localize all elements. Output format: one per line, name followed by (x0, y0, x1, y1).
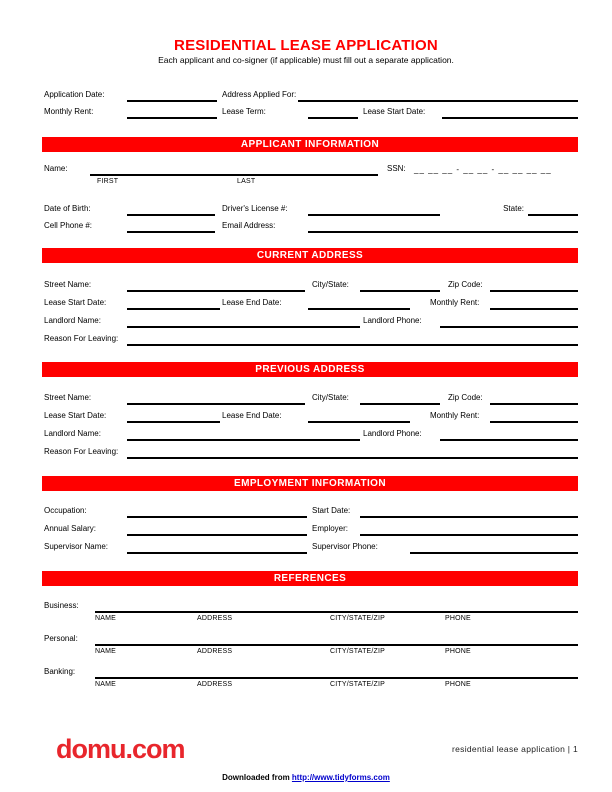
reason-for-leaving-label: Reason For Leaving: (44, 447, 119, 456)
email-address-label: Email Address: (222, 221, 276, 230)
zip-code-label: Zip Code: (448, 280, 483, 289)
column-city-state-zip: CITY/STATE/ZIP (330, 681, 386, 688)
first-name-sublabel: FIRST (97, 178, 119, 185)
lease-start-date-input-line[interactable] (442, 117, 578, 119)
landlord-name-input-line[interactable] (127, 439, 360, 441)
street-name-input-line[interactable] (127, 290, 305, 292)
lease-end-input-line[interactable] (308, 421, 410, 423)
zip-code-input-line[interactable] (490, 403, 578, 405)
employer-input-line[interactable] (360, 534, 578, 536)
email-address-input-line[interactable] (308, 231, 578, 233)
section-header-references: REFERENCES (42, 571, 578, 586)
row-name-ssn (44, 160, 578, 176)
footer-page-label: residential lease application | 1 (452, 744, 578, 754)
street-name-input-line[interactable] (127, 403, 305, 405)
lease-start-date-label: Lease Start Date: (44, 298, 107, 307)
lease-end-date-label: Lease End Date: (222, 411, 282, 420)
address-applied-for-input-line[interactable] (298, 100, 578, 102)
landlord-phone-label: Landlord Phone: (363, 429, 422, 438)
previous-row-landlord (44, 425, 578, 441)
last-name-sublabel: LAST (237, 178, 256, 185)
supervisor-name-label: Supervisor Name: (44, 542, 109, 551)
reason-for-leaving-input-line[interactable] (127, 457, 578, 459)
previous-row-street (44, 389, 578, 405)
monthly-rent-input-line[interactable] (490, 421, 578, 423)
city-state-input-line[interactable] (360, 403, 440, 405)
row-cell-email (44, 217, 578, 233)
business-reference-input-line[interactable] (95, 611, 578, 613)
lease-start-input-line[interactable] (127, 421, 220, 423)
employment-row-occupation (44, 502, 578, 518)
application-date-input-line[interactable] (127, 100, 217, 102)
current-row-lease (44, 294, 578, 310)
section-header-applicant-information: APPLICANT INFORMATION (42, 137, 578, 152)
supervisor-phone-label: Supervisor Phone: (312, 542, 378, 551)
zip-code-label: Zip Code: (448, 393, 483, 402)
page-title: RESIDENTIAL LEASE APPLICATION (174, 37, 438, 54)
monthly-rent-label: Monthly Rent: (44, 107, 94, 116)
lease-start-date-label: Lease Start Date: (363, 107, 426, 116)
occupation-label: Occupation: (44, 506, 87, 515)
column-city-state-zip: CITY/STATE/ZIP (330, 648, 386, 655)
employment-row-salary (44, 520, 578, 536)
monthly-rent-input-line[interactable] (490, 308, 578, 310)
landlord-phone-input-line[interactable] (440, 439, 578, 441)
name-label: Name: (44, 164, 68, 173)
start-date-label: Start Date: (312, 506, 351, 515)
personal-reference-input-line[interactable] (95, 644, 578, 646)
column-phone: PHONE (445, 681, 471, 688)
banking-reference-label: Banking: (44, 667, 76, 676)
street-name-label: Street Name: (44, 280, 92, 289)
landlord-name-input-line[interactable] (127, 326, 360, 328)
supervisor-phone-input-line[interactable] (410, 552, 578, 554)
column-name: NAME (95, 681, 117, 688)
monthly-rent-label: Monthly Rent: (430, 298, 480, 307)
city-state-label: City/State: (312, 393, 349, 402)
section-header-current-address: CURRENT ADDRESS (42, 248, 578, 263)
previous-row-reason (44, 443, 578, 459)
employment-row-supervisor (44, 538, 578, 554)
monthly-rent-label: Monthly Rent: (430, 411, 480, 420)
landlord-name-label: Landlord Name: (44, 316, 101, 325)
current-row-street (44, 276, 578, 292)
date-of-birth-label: Date of Birth: (44, 204, 91, 213)
row-application-date (44, 86, 578, 102)
ssn-blanks[interactable]: __ __ __ - __ __ - __ __ __ __ (414, 165, 552, 174)
reference-row-business (44, 597, 578, 613)
employer-label: Employer: (312, 524, 349, 533)
reference-row-personal (44, 630, 578, 646)
column-address: ADDRESS (197, 648, 233, 655)
lease-term-label: Lease Term: (222, 107, 266, 116)
column-phone: PHONE (445, 615, 471, 622)
download-prefix-text: Downloaded from (222, 773, 292, 782)
annual-salary-label: Annual Salary: (44, 524, 97, 533)
section-header-previous-address: PREVIOUS ADDRESS (42, 362, 578, 377)
personal-reference-columns (44, 648, 578, 657)
state-input-line[interactable] (528, 214, 578, 216)
section-header-employment-information: EMPLOYMENT INFORMATION (42, 476, 578, 491)
street-name-label: Street Name: (44, 393, 92, 402)
row-monthly-rent (44, 103, 578, 119)
lease-end-date-label: Lease End Date: (222, 298, 282, 307)
column-address: ADDRESS (197, 681, 233, 688)
drivers-license-label: Driver's License #: (222, 204, 288, 213)
state-label: State: (503, 204, 524, 213)
annual-salary-input-line[interactable] (127, 534, 307, 536)
download-attribution (0, 773, 612, 782)
landlord-name-label: Landlord Name: (44, 429, 101, 438)
business-reference-label: Business: (44, 601, 79, 610)
column-city-state-zip: CITY/STATE/ZIP (330, 615, 386, 622)
occupation-input-line[interactable] (127, 516, 307, 518)
tidyforms-link[interactable]: http://www.tidyforms.com (291, 773, 390, 782)
column-address: ADDRESS (197, 615, 233, 622)
banking-reference-columns (44, 681, 578, 690)
address-applied-for-label: Address Applied For: (222, 90, 297, 99)
previous-row-lease (44, 407, 578, 423)
drivers-license-input-line[interactable] (308, 214, 440, 216)
lease-start-input-line[interactable] (127, 308, 220, 310)
column-name: NAME (95, 648, 117, 655)
reason-for-leaving-input-line[interactable] (127, 344, 578, 346)
supervisor-name-input-line[interactable] (127, 552, 307, 554)
date-of-birth-input-line[interactable] (127, 214, 215, 216)
personal-reference-label: Personal: (44, 634, 78, 643)
business-reference-columns (44, 615, 578, 624)
current-row-landlord (44, 312, 578, 328)
banking-reference-input-line[interactable] (95, 677, 578, 679)
column-phone: PHONE (445, 648, 471, 655)
row-dob-license-state (44, 200, 578, 216)
start-date-input-line[interactable] (360, 516, 578, 518)
lease-start-date-label: Lease Start Date: (44, 411, 107, 420)
current-row-reason (44, 330, 578, 346)
cell-phone-input-line[interactable] (127, 231, 215, 233)
reason-for-leaving-label: Reason For Leaving: (44, 334, 119, 343)
name-input-line[interactable] (90, 174, 378, 176)
lease-end-input-line[interactable] (308, 308, 410, 310)
application-date-label: Application Date: (44, 90, 105, 99)
landlord-phone-input-line[interactable] (440, 326, 578, 328)
monthly-rent-input-line[interactable] (127, 117, 217, 119)
page-subtitle: Each applicant and co-signer (if applicable) must fill out a separate application. (158, 55, 454, 65)
lease-term-input-line[interactable] (308, 117, 358, 119)
landlord-phone-label: Landlord Phone: (363, 316, 422, 325)
city-state-label: City/State: (312, 280, 349, 289)
column-name: NAME (95, 615, 117, 622)
name-sublabels (44, 178, 578, 187)
zip-code-input-line[interactable] (490, 290, 578, 292)
ssn-label: SSN: (387, 164, 406, 173)
city-state-input-line[interactable] (360, 290, 440, 292)
domu-logo: domu.com (56, 734, 185, 764)
cell-phone-label: Cell Phone #: (44, 221, 93, 230)
reference-row-banking (44, 663, 578, 679)
